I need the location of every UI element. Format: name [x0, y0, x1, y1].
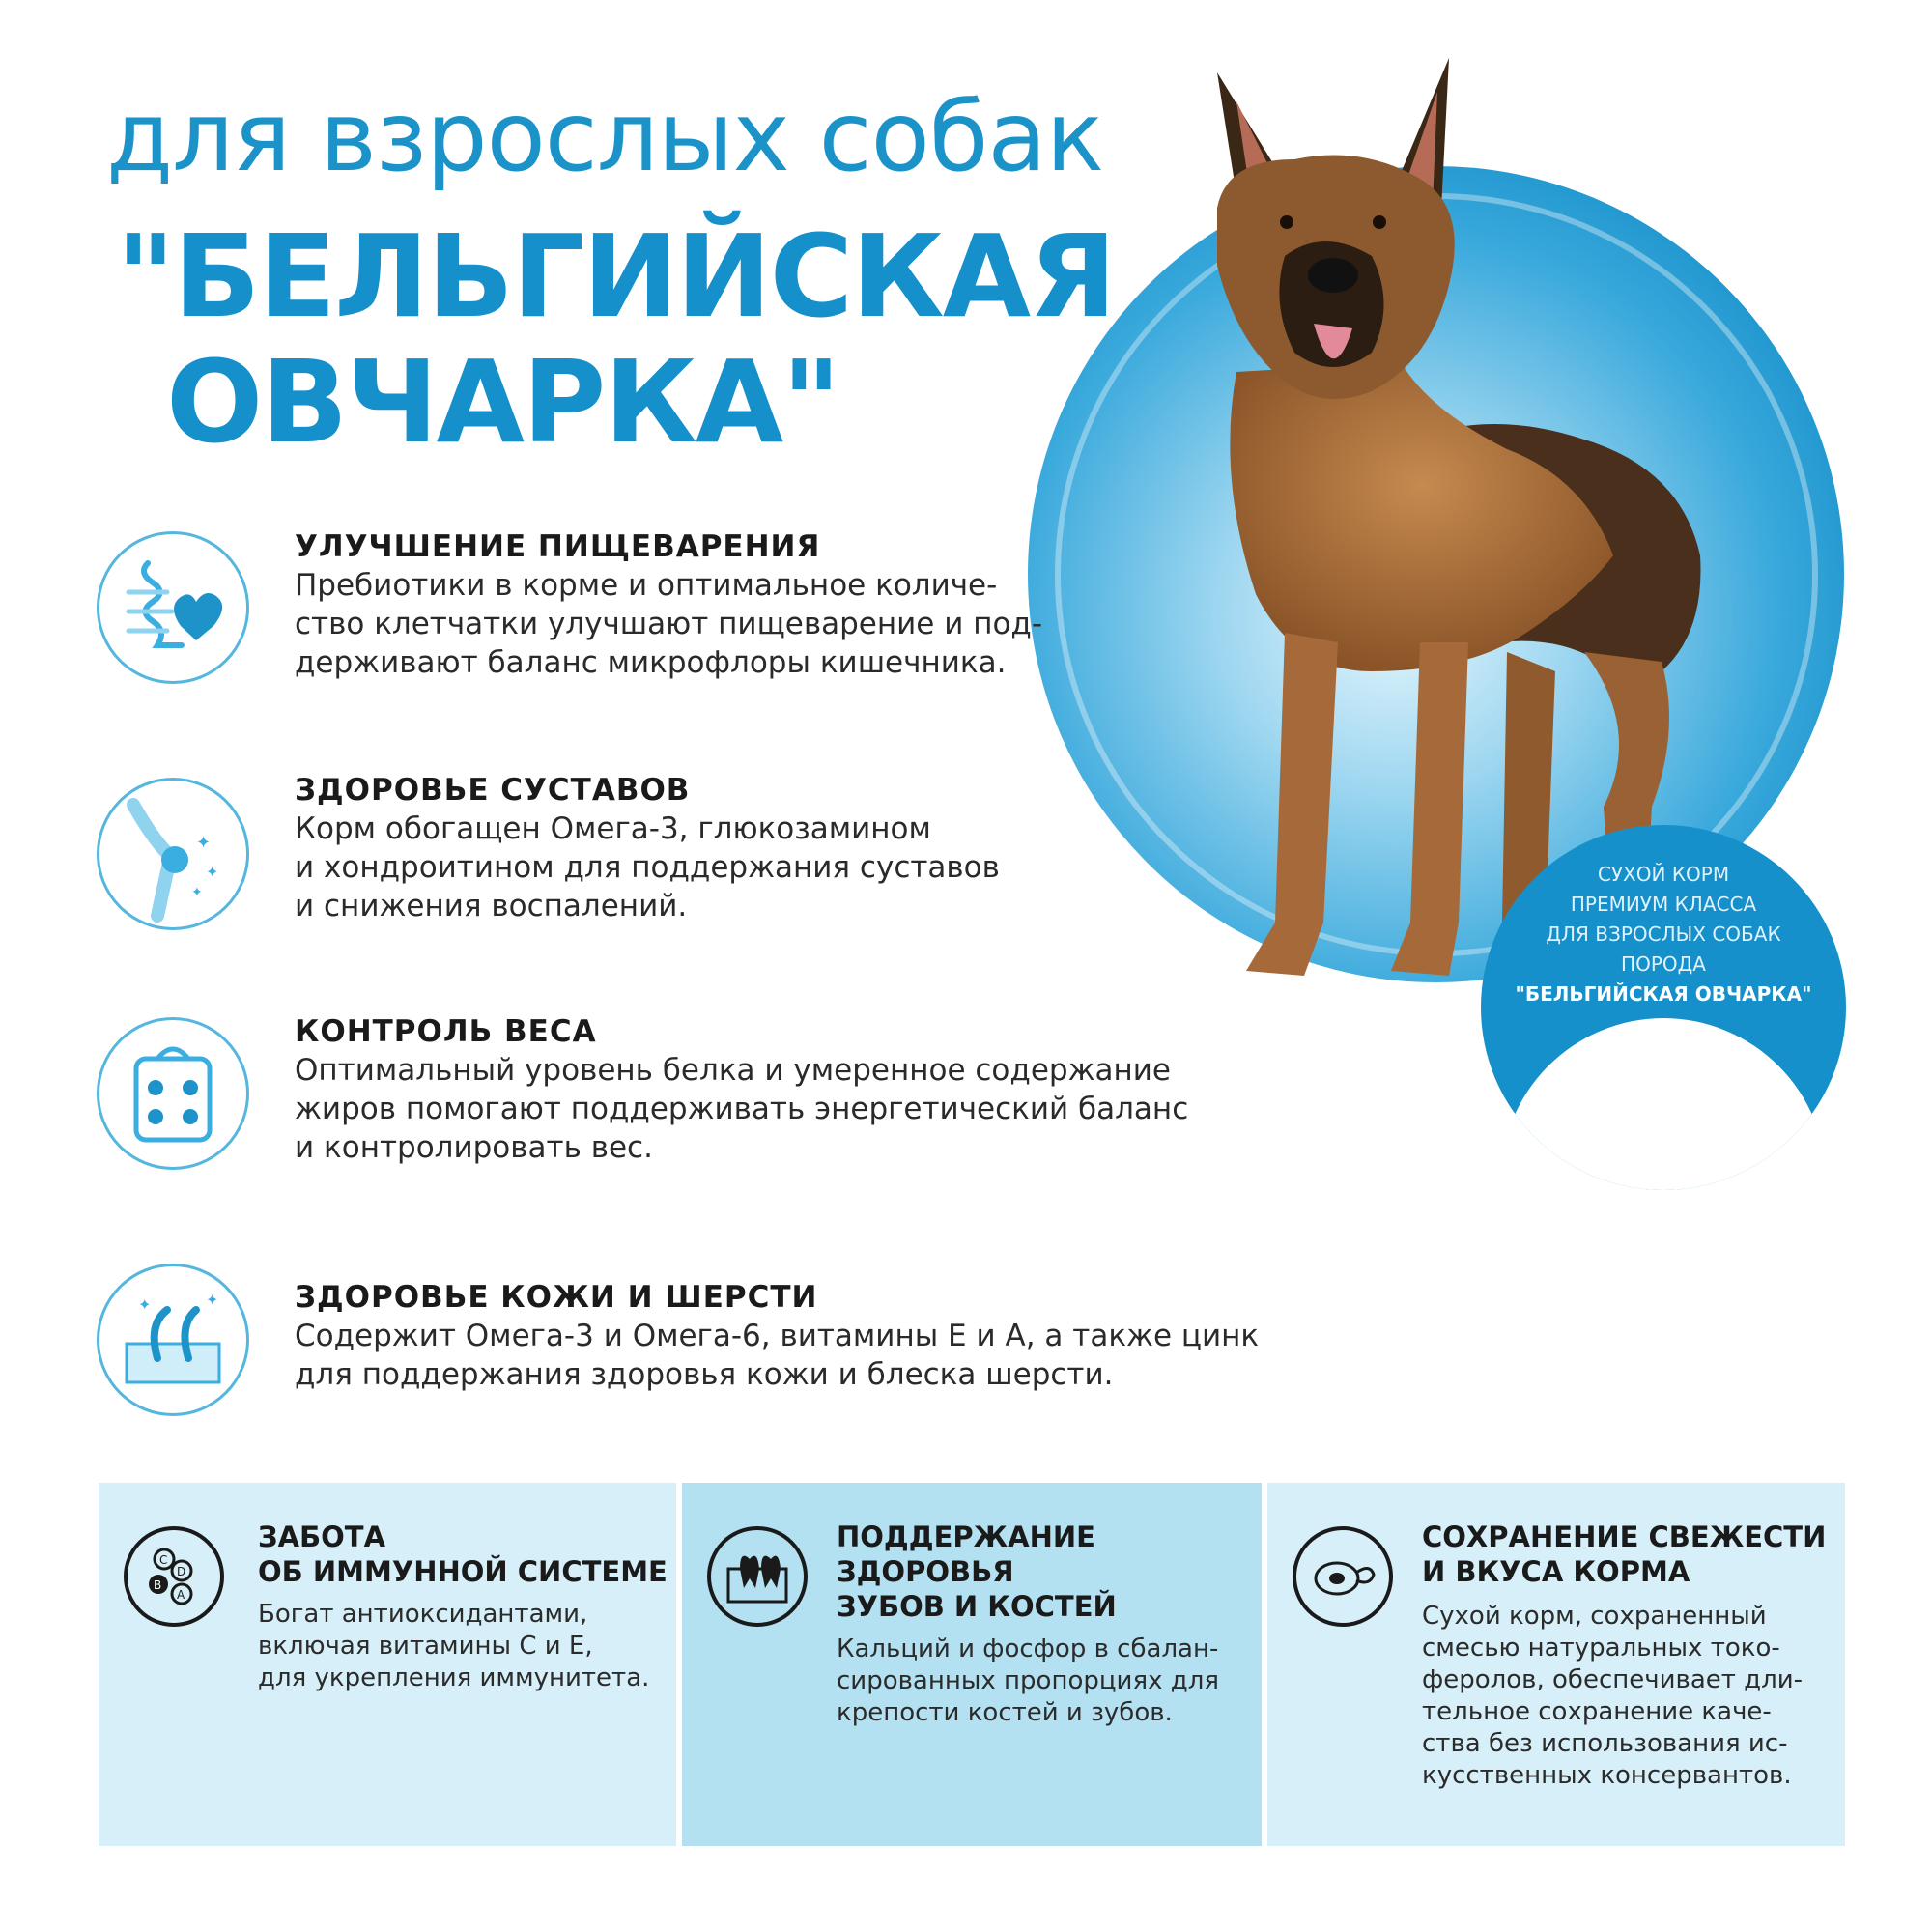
title-line-1: "БЕЛЬГИЙСКАЯ [116, 210, 1115, 343]
feature-text-joints: Корм обогащен Омега-3, глюкозамином и хондроитином для поддержания суставов и снижения воспалений. [295, 811, 1000, 923]
vitamin-a-label: A [177, 1588, 185, 1602]
svg-text:✦: ✦ [206, 1291, 219, 1309]
feature-title-joints: ЗДОРОВЬЕ СУСТАВОВ [295, 773, 691, 808]
svg-text:✦: ✦ [206, 863, 219, 881]
badge-line-3: ДЛЯ ВЗРОСЛЫХ СОБАК [1546, 923, 1781, 946]
vitamin-b-label: B [154, 1578, 162, 1592]
teeth-bones-icon [707, 1526, 808, 1627]
badge-line-1: СУХОЙ КОРМ [1597, 863, 1730, 886]
panel-title-immune: ЗАБОТА ОБ ИММУННОЙ СИСТЕМЕ [258, 1520, 668, 1588]
svg-text:✦: ✦ [196, 833, 212, 853]
panel-freshness [1267, 1483, 1845, 1846]
front-right-leg [1391, 642, 1468, 976]
dog-nose [1308, 258, 1358, 293]
panel-text-teeth: Кальций и фосфор в сбалан- сированных пропорциях для крепости костей и зубов. [837, 1634, 1219, 1727]
page-title [116, 210, 1115, 469]
skin-hair-icon [97, 1264, 249, 1416]
feature-text-weight: Оптимальный уровень белка и умеренное содержание жиров помогают поддерживать энергетический баланс и контролировать вес. [295, 1053, 1189, 1165]
feature-text-skin: Содержит Омега-3 и Омега-6, витамины Е и А, а также цинк для поддержания здоровья кожи и блеска шерсти. [295, 1319, 1260, 1392]
subtitle: для взрослых собак [106, 80, 1104, 193]
svg-text:✦: ✦ [191, 885, 203, 900]
fresh-meat-icon [1293, 1526, 1393, 1627]
joint-knee-icon [97, 778, 249, 930]
weight-scale-paws-icon [97, 1017, 249, 1170]
feature-title-skin: ЗДОРОВЬЕ КОЖИ И ШЕРСТИ [295, 1280, 818, 1315]
badge-inner-circle [1500, 1018, 1827, 1190]
panel-title-teeth: ПОДДЕРЖАНИЕ ЗДОРОВЬЯ ЗУБОВ И КОСТЕЙ [837, 1520, 1117, 1623]
panel-title-freshness: СОХРАНЕНИЕ СВЕЖЕСТИ И ВКУСА КОРМА [1422, 1520, 1827, 1588]
panel-text-immune: Богат антиоксидантами, включая витамины С и Е, для укрепления иммунитета. [258, 1600, 650, 1692]
title-line-2: ОВЧАРКА" [166, 334, 839, 469]
badge-line-2: ПРЕМИУМ КЛАССА [1570, 893, 1757, 916]
product-badge [1481, 825, 1846, 1190]
vitamin-d-label: D [177, 1565, 186, 1578]
badge-line-5: "БЕЛЬГИЙСКАЯ ОВЧАРКА" [1515, 982, 1812, 1006]
feature-title-digestion: УЛУЧШЕНИЕ ПИЩЕВАРЕНИЯ [295, 529, 821, 564]
digestion-heart-icon [97, 531, 249, 684]
svg-text:✦: ✦ [138, 1295, 152, 1314]
feature-text-digestion: Пребиотики в корме и оптимальное количе- ство клетчатки улучшают пищеварение и под- держивают баланс микрофлоры кишечника. [295, 568, 1043, 680]
feature-title-weight: КОНТРОЛЬ ВЕСА [295, 1014, 597, 1049]
panel-teeth [682, 1483, 1262, 1846]
front-left-leg [1246, 633, 1338, 976]
panel-text-freshness: Сухой корм, сохраненный смесью натуральных токо- феролов, обеспечивает дли- тельное сохранение каче- ства без использования ис- кусственных консервантов. [1422, 1602, 1804, 1790]
vitamin-c-label: C [159, 1553, 168, 1567]
panel-immune [99, 1483, 676, 1846]
vitamins-icon [124, 1526, 224, 1627]
badge-line-4: ПОРОДА [1621, 952, 1706, 976]
